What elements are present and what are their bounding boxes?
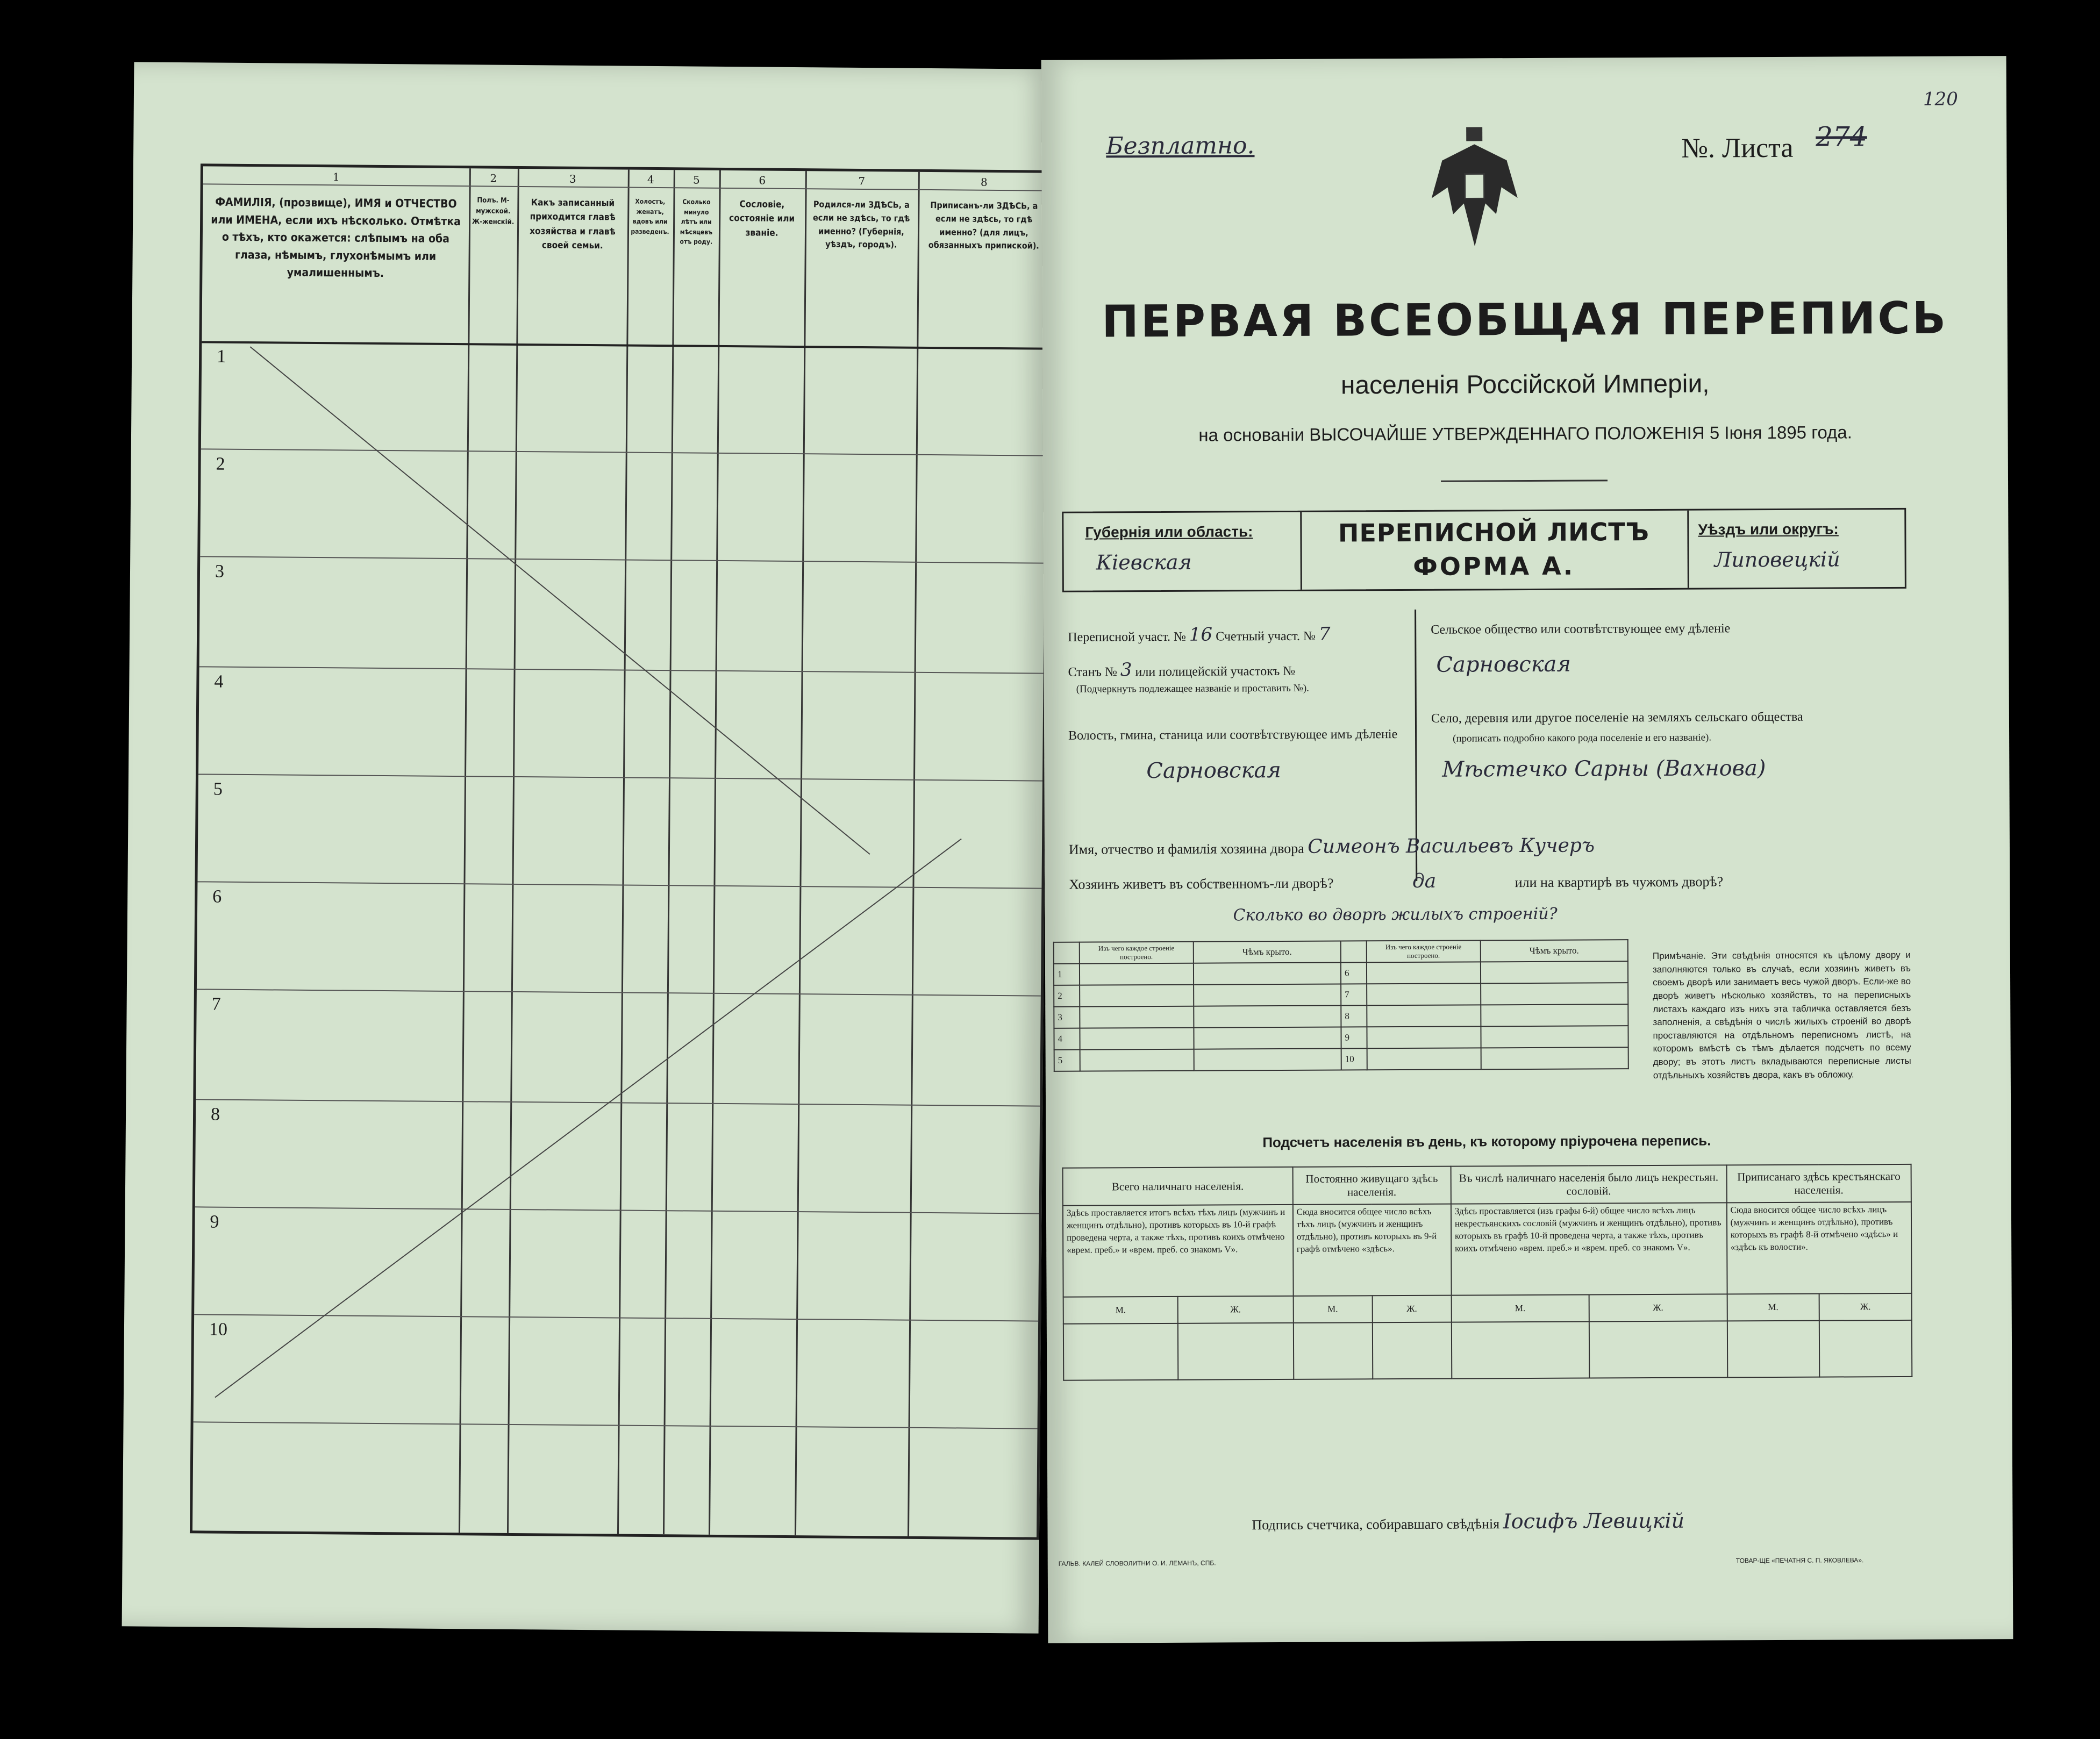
- ornament-divider: [1441, 480, 1608, 482]
- col-header-birthplace: Родился-ли ЗДѢСЬ, а если не здѣсь, то гдѣ именно? (Губернія, уѣздъ, городъ).: [812, 199, 910, 250]
- buildings-table: Изъ чего каждое строеніе построено. Чѣмъ крыто. Изъ чего каждое строеніе построено. Чѣмъ крыто. 1 6 2 7 3 8 4 9 5 10: [1053, 939, 1629, 1072]
- selo-label: Село, деревня или другое поселеніе на земляхъ сельскаго общества: [1431, 710, 1803, 726]
- printer-credit-left: ГАЛЬВ. КАЛЕЙ СЛОВОЛИТНИ О. И. ЛЕМАНЪ, СПБ.: [1058, 1559, 1216, 1568]
- col-header-marital: Холостъ, женатъ, вдовъ или разведенъ.: [631, 197, 669, 235]
- signature-line: Подпись счетчика, собиравшаго свѣдѣнія Іосифъ Левицкій: [1252, 1508, 1685, 1534]
- sheet-number-value: 274: [1816, 121, 1867, 153]
- col-number-1: 1: [332, 170, 340, 184]
- volost-label: Волость, гмина, станица или соотвѣтствующее имъ дѣленіе: [1068, 727, 1398, 743]
- buildings-note: Примѣчаніе. Эти свѣдѣнія относятся къ цѣлому двору и заполняются только въ случаѣ, если хозяинъ живетъ въ своемъ дворѣ или занимаетъ весь чужой дворъ. Если-же во дворѣ живетъ нѣсколько хозяйствъ, то на переписныхъ листахъ каждаго изъ нихъ эта табличка оставляется безъ заполненія, а свѣдѣнія о числѣ жилыхъ строеній во дворѣ проставляются на отдѣльномъ переписномъ листѣ, на которомъ вмѣстѣ съ тѣмъ дѣлается подсчетъ по всему двору; въ этотъ листъ вкладываются переписные листы отдѣльныхъ хозяйствъ двора, какъ въ обложку.: [1652, 949, 1911, 1080]
- printer-credit-right: ТОВАР-ЩЕ «ПЕЧАТНЯ С. П. ЯКОВЛЕВА».: [1735, 1556, 1864, 1565]
- sheet-number-label: №. Листа: [1681, 132, 1794, 164]
- col-header-relation: Какъ записанный приходится главѣ хозяйства и главѣ своей семьи.: [530, 197, 616, 252]
- owner-line: Имя, отчество и фамилія хозяина двора Симеонъ Васильевъ Кучеръ: [1068, 834, 1595, 858]
- page-subtitle: населенія Россійской Имперіи,: [1340, 369, 1710, 400]
- yard-line: Хозяинъ живетъ въ собственномъ-ли дворѣ? да или на квартирѣ въ чужомъ дворѣ?: [1069, 870, 1724, 892]
- row-number: 4: [214, 671, 224, 692]
- row-number: 3: [215, 561, 225, 582]
- row-number: 9: [210, 1212, 219, 1232]
- underline-note: (Подчеркнуть подлежащее названіе и проставить №).: [1076, 682, 1309, 695]
- right-page: [1041, 56, 2013, 1643]
- selo-value: Мѣстечко Сарны (Вахнова): [1442, 756, 1766, 782]
- free-label: Безплатно.: [1106, 132, 1255, 160]
- row-number: 8: [210, 1104, 220, 1125]
- corner-note: 120: [1923, 88, 1958, 110]
- row-number: 10: [209, 1319, 228, 1340]
- col-number-5: 5: [692, 173, 700, 187]
- row-number: 2: [216, 454, 225, 474]
- row-number: 7: [211, 994, 221, 1014]
- col-number-2: 2: [490, 171, 497, 185]
- col-header-age: Сколько минуло лѣтъ или мѣсяцевъ отъ роду.: [680, 198, 713, 246]
- stan-line: Станъ № 3 или полицейскій участокъ №: [1068, 659, 1296, 681]
- strike-lines: [192, 166, 1053, 1542]
- uezd-value: Липовецкій: [1714, 547, 1840, 572]
- col-header-registered: Приписанъ-ли ЗДѢСЬ, а если не здѣсь, то гдѣ именно? (для лицъ, обязанныхъ припиской).: [928, 199, 1039, 251]
- page-title: ПЕРВАЯ ВСЕОБЩАЯ ПЕРЕПИСЬ: [1102, 292, 1948, 348]
- volost-value: Сарновская: [1146, 757, 1281, 784]
- col-header-name: ФАМИЛІЯ, (прозвище), ИМЯ и ОТЧЕСТВО или ИМЕНА, если ихъ нѣсколько. Отмѣтка о тѣхъ, кто окажется: слѣпымъ на оба глаза, нѣмымъ, глухонѣмымъ или умалишеннымъ.: [211, 195, 461, 280]
- row-number: 6: [212, 886, 222, 907]
- basis-line: на основаніи ВЫСОЧАЙШЕ УТВЕРЖДЕННАГО ПОЛОЖЕНІЯ 5 Іюня 1895 года.: [1198, 422, 1852, 445]
- obshchestvo-label: Сельское общество или соотвѣтствующее ему дѣленіе: [1431, 621, 1731, 637]
- col-number-3: 3: [569, 172, 576, 185]
- row-number: 5: [213, 779, 223, 799]
- form-title: ПЕРЕПИСНОЙ ЛИСТЪ: [1338, 517, 1650, 548]
- uezd-label: Уѣздъ или округъ:: [1698, 520, 1839, 538]
- col-number-6: 6: [759, 174, 766, 187]
- left-page: [122, 62, 1051, 1633]
- col-header-sex: Полъ. М-мужской. Ж-женскій.: [472, 196, 515, 227]
- population-count-table: Всего наличнаго населенія. Постоянно живущаго здѣсь населенія. Въ числѣ наличнаго населенія было лицъ некрестьян. сословій. Приписанаго здѣсь крестьянскаго населенія. Здѣсь проставляется итогъ всѣхъ тѣхъ лицъ (мужчинъ и женщинъ отдѣльно), противъ которыхъ въ 10-й графѣ проведена черта, а также тѣхъ, противъ коихъ отмѣчено «врем. преб.» и «врем. преб. со знакомъ V». Сюда вносится общее число всѣхъ тѣхъ лицъ (мужчинъ и женщинъ отдѣльно), противъ которыхъ въ 9-й графѣ отмѣчено «здѣсь». Здѣсь проставляется (изъ графы 6-й) общее число всѣхъ лицъ некрестьянскихъ сословій (мужчинъ и женщинъ отдѣльно), противъ которыхъ въ графѣ 10-й проведена черта, а также тѣхъ, противъ коихъ отмѣчено «врем. преб.» и «врем. преб. со знакомъ V». Сюда вносится общее число всѣхъ лицъ (мужчинъ и женщинъ отдѣльно), противъ которыхъ въ графѣ 8-й отмѣчено «здѣсь» и «здѣсь къ волости». М. Ж. М. Ж. М. Ж. М. Ж.: [1062, 1164, 1913, 1381]
- buildings-question: Сколько во дворѣ жилыхъ строеній?: [1233, 904, 1558, 925]
- col-number-7: 7: [858, 174, 866, 188]
- uchastok-line: Переписной участ. № 16 Счетный участ. № 7: [1068, 623, 1331, 646]
- col-number-4: 4: [647, 173, 654, 186]
- imperial-eagle-icon: [1420, 123, 1528, 257]
- obshchestvo-value: Сарновская: [1436, 652, 1571, 677]
- guberniya-label: Губернія или область:: [1085, 523, 1253, 541]
- form-header-box: [1062, 508, 1906, 592]
- form-subtitle: ФОРМА А.: [1413, 551, 1575, 581]
- row-number: 1: [217, 346, 226, 367]
- col-number-8: 8: [980, 175, 988, 189]
- selo-note: (прописать подробно какого рода поселеніе и его названіе).: [1453, 732, 1712, 745]
- count-title: Подсчетъ населенія въ день, къ которому пріурочена перепись.: [1262, 1132, 1711, 1151]
- guberniya-value: Кіевская: [1096, 550, 1192, 575]
- population-table: [190, 163, 1050, 1540]
- col-header-estate: Сословіе, состояніе или званіе.: [729, 199, 795, 239]
